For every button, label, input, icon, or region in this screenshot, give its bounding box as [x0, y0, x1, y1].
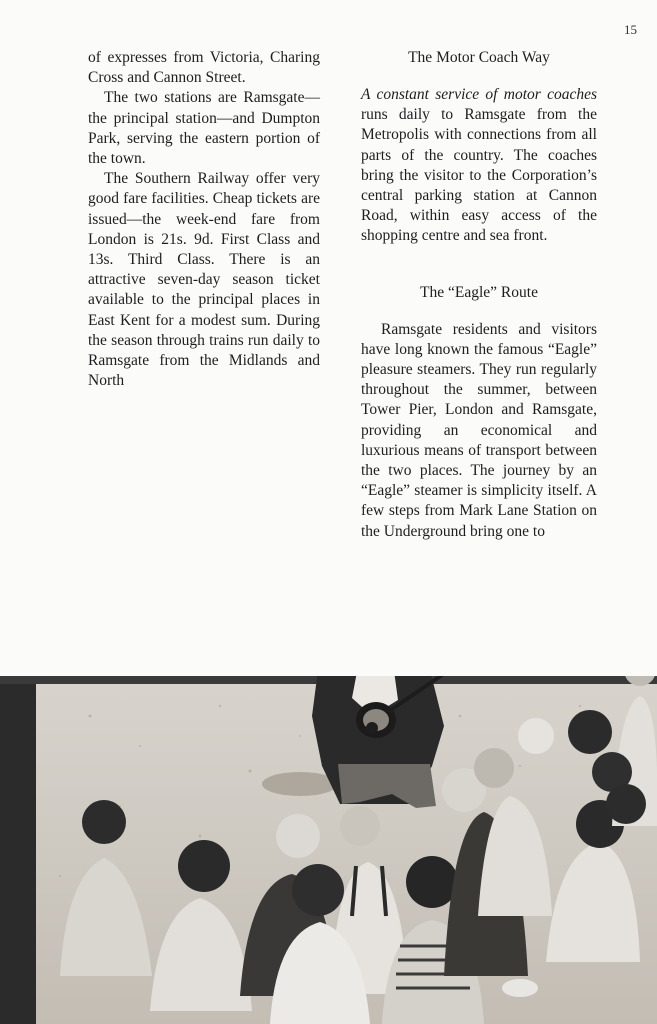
section-heading-motor-coach: The Motor Coach Way — [408, 49, 550, 66]
left-paragraph-3: The Southern Railway offer very good fare facilities. Cheap tickets are issued—the week-end fare from London is 21s. 9d. First Class and 13s. Third Class. There is an attractive seven-day season ticket available to the principal places in East Kent for a modest sum. During the season through trains run daily to Ramsgate from the Midlands and North — [88, 170, 320, 390]
motor-coach-italic-lead: A constant service of motor coaches — [361, 86, 597, 103]
motor-coach-paragraph — [361, 85, 597, 247]
motor-coach-text: runs daily to Ramsgate from the Metropolis with connections from all parts of the country. The coaches bring the visitor to the Corporation’s central parking station at Cannon Road, within easy access of the shopping centre and sea front. — [361, 106, 597, 245]
left-paragraph-1: of expresses from Victoria, Charing Cross and Cannon Street. — [88, 49, 320, 87]
photo-illustration — [0, 676, 657, 1024]
eagle-route-paragraph: Ramsgate residents and visitors have long known the famous “Eagle” pleasure steamers. They run regularly throughout the summer, between Tower Pier, London and Ramsgate, providing an economical and luxurious means of transport between the two places. The journey by an “Eagle” steamer is simplicity itself. A few steps from Mark Lane Station on the Underground bring one to — [361, 320, 597, 540]
section-heading-eagle-route: The “Eagle” Route — [420, 283, 538, 301]
photo-left-edge — [0, 676, 36, 1024]
left-text-column — [88, 48, 320, 391]
page-number: 15 — [624, 22, 637, 37]
right-text-column — [361, 48, 597, 542]
left-paragraph-2: The two stations are Ramsgate—the principal station—and Dumpton Park, serving the eastern portion of the town. — [88, 89, 320, 168]
beach-photograph — [0, 676, 657, 1024]
